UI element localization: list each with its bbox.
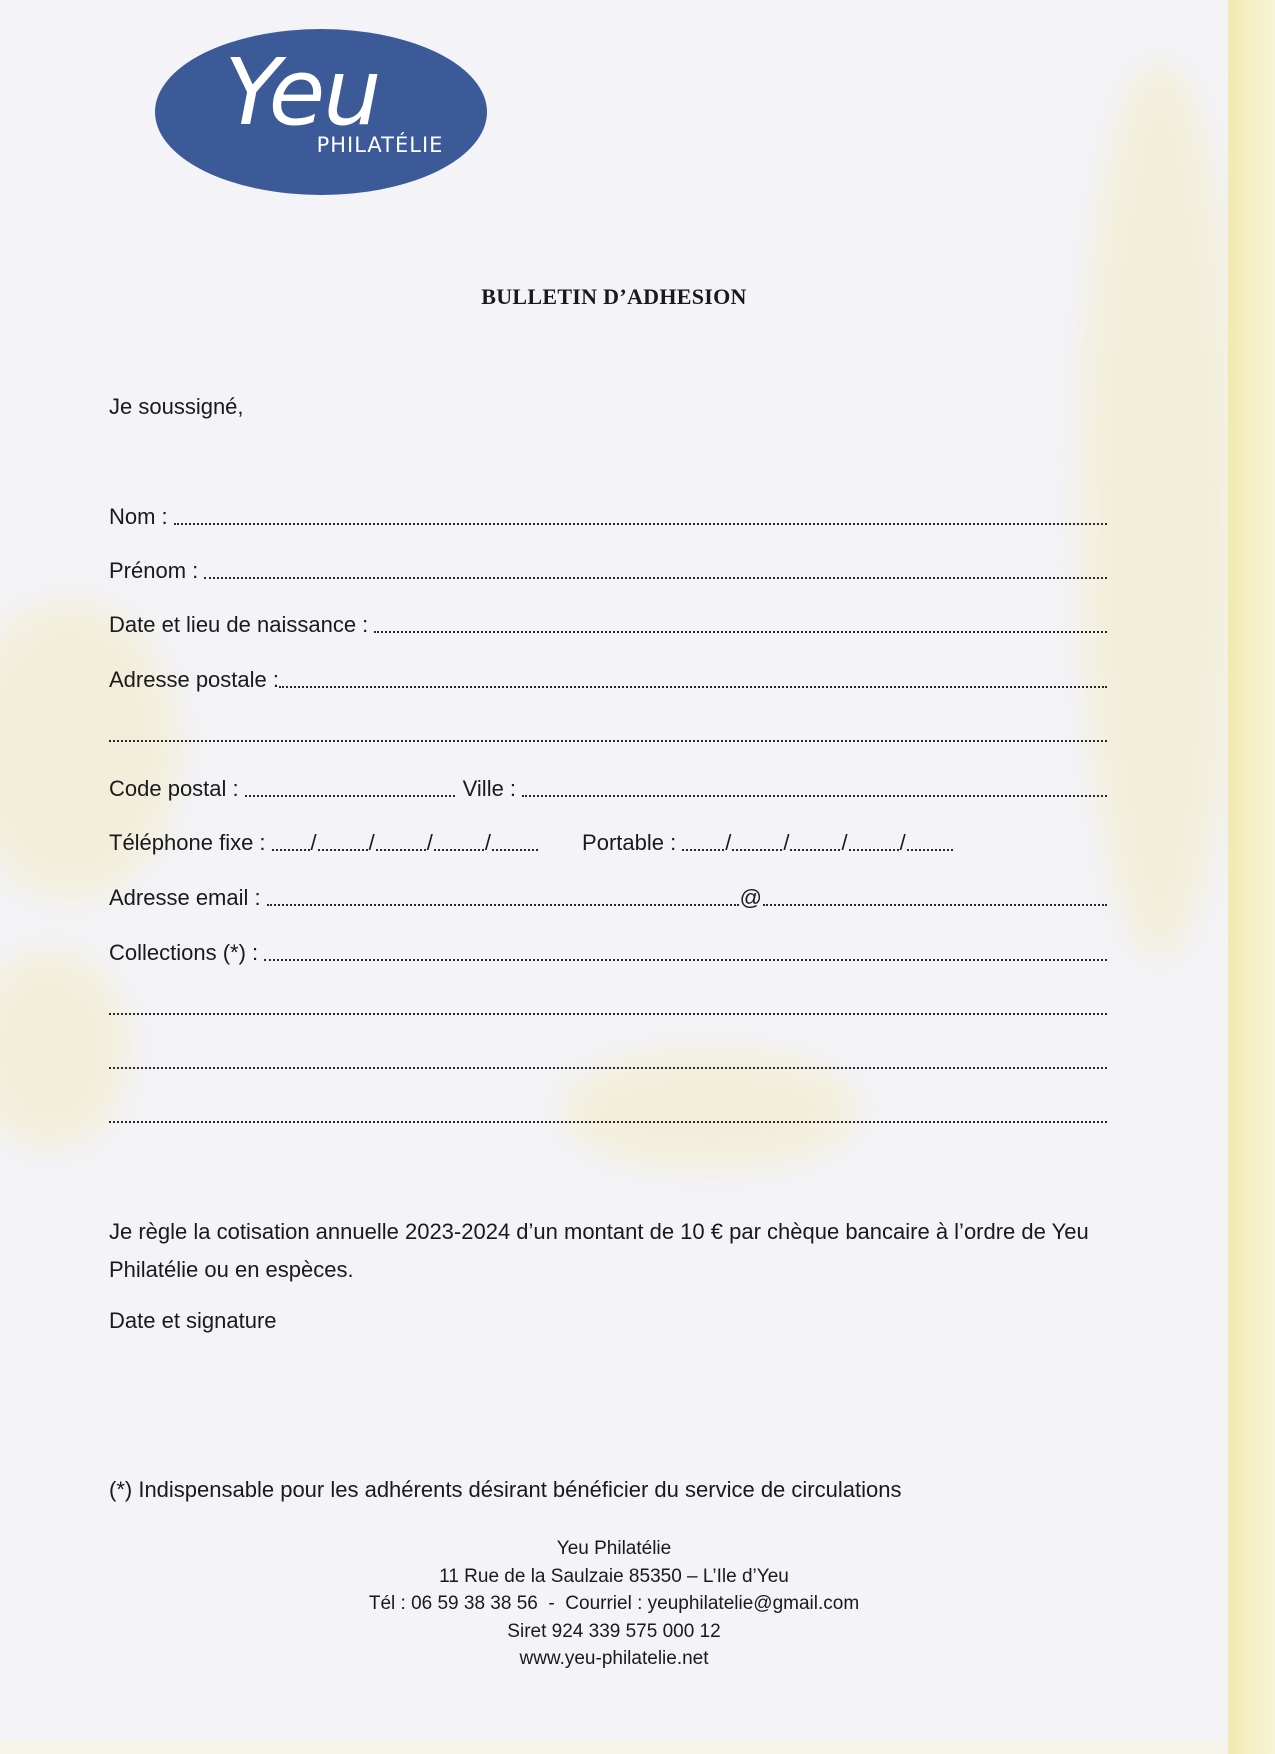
tel-fixe-segment[interactable] — [434, 849, 484, 851]
tel-fixe-segment[interactable] — [318, 849, 368, 851]
portable-segment[interactable] — [907, 849, 953, 851]
adresse-line-2[interactable] — [109, 719, 1107, 747]
footer-contact: Tél : 06 59 38 38 56 - Courriel : yeuphilatelie@gmail.com — [368, 1593, 860, 1614]
footer-org-name: Yeu Philatélie — [556, 1538, 672, 1559]
collections-dotted-line-3[interactable] — [109, 1067, 1107, 1069]
slash: / — [725, 830, 732, 855]
collections-label: Collections (*) : — [109, 940, 259, 965]
naissance-label: Date et lieu de naissance : — [109, 612, 369, 637]
footer-siret: Siret 924 339 575 000 12 — [507, 1620, 721, 1642]
code-postal-ville-field[interactable] — [109, 774, 1107, 802]
slash: / — [310, 830, 317, 855]
collections-line-2[interactable] — [109, 992, 1107, 1020]
tel-fixe-segment[interactable] — [272, 849, 310, 851]
collections-field[interactable] — [109, 938, 1107, 966]
slash: / — [368, 830, 375, 855]
email-label: Adresse email : — [109, 885, 261, 910]
code-postal-label: Code postal : — [109, 776, 239, 801]
adresse-label: Adresse postale : — [109, 667, 279, 692]
ville-label: Ville : — [462, 776, 517, 801]
intro-text: Je soussigné, — [109, 394, 244, 419]
naissance-field[interactable] — [109, 610, 1107, 638]
portable-label: Portable : — [582, 830, 677, 855]
footnote: (*) Indispensable pour les adhérents désirant bénéficier du service de circulations — [109, 1477, 902, 1502]
nom-field[interactable] — [109, 502, 1107, 530]
footer-address-block — [0, 1535, 1228, 1673]
footer-address: 11 Rue de la Saulzaie 85350 – L’Ile d’Yeu — [439, 1565, 789, 1587]
collections-dotted-line-2[interactable] — [109, 1013, 1107, 1015]
logo-word: Yeu — [224, 39, 380, 146]
slash: / — [899, 830, 906, 855]
slash: / — [484, 830, 492, 855]
form-title: BULLETIN D’ADHESION — [481, 284, 747, 309]
nom-label: Nom : — [109, 504, 168, 529]
slash: / — [426, 830, 433, 855]
collections-dotted-line-4[interactable] — [109, 1121, 1107, 1123]
nom-dotted-line[interactable] — [174, 523, 1107, 525]
scan-edge — [1228, 0, 1275, 1754]
telephone-field[interactable] — [109, 828, 1107, 856]
email-at-sign: @ — [739, 885, 762, 910]
adresse-dotted-line-2[interactable] — [109, 740, 1107, 742]
tel-fixe-segment[interactable] — [492, 849, 538, 851]
email-user-dotted-line[interactable] — [267, 904, 739, 906]
email-field[interactable] — [109, 883, 1107, 911]
naissance-dotted-line[interactable] — [374, 631, 1107, 633]
logo-subword: PHILATÉLIE — [316, 133, 444, 157]
signature-label: Date et signature — [109, 1308, 277, 1333]
portable-segment[interactable] — [790, 849, 840, 851]
collections-line-4[interactable] — [109, 1100, 1107, 1128]
prenom-label: Prénom : — [109, 558, 199, 583]
collections-dotted-line[interactable] — [264, 959, 1107, 961]
tel-fixe-label: Téléphone fixe : — [109, 830, 266, 855]
email-domain-dotted-line[interactable] — [763, 904, 1107, 906]
slash: / — [841, 830, 848, 855]
yeu-philatelie-logo — [152, 26, 490, 198]
portable-segment[interactable] — [732, 849, 782, 851]
prenom-dotted-line[interactable] — [204, 577, 1107, 579]
cotisation-text: Je règle la cotisation annuelle 2023-2024 d’un montant de 10 € par chèque bancaire à l’ordre de Yeu Philatélie ou en espèces. — [109, 1219, 1089, 1282]
adresse-field[interactable] — [109, 665, 1107, 693]
collections-line-3[interactable] — [109, 1046, 1107, 1074]
adresse-dotted-line[interactable] — [279, 686, 1107, 688]
tel-fixe-segment[interactable] — [376, 849, 426, 851]
portable-segment[interactable] — [682, 849, 724, 851]
prenom-field[interactable] — [109, 556, 1107, 584]
footer-website[interactable]: www.yeu-philatelie.net — [519, 1648, 709, 1669]
slash: / — [783, 830, 790, 855]
portable-segment[interactable] — [849, 849, 899, 851]
ville-dotted-line[interactable] — [522, 795, 1107, 797]
code-postal-dotted-line[interactable] — [245, 795, 455, 797]
